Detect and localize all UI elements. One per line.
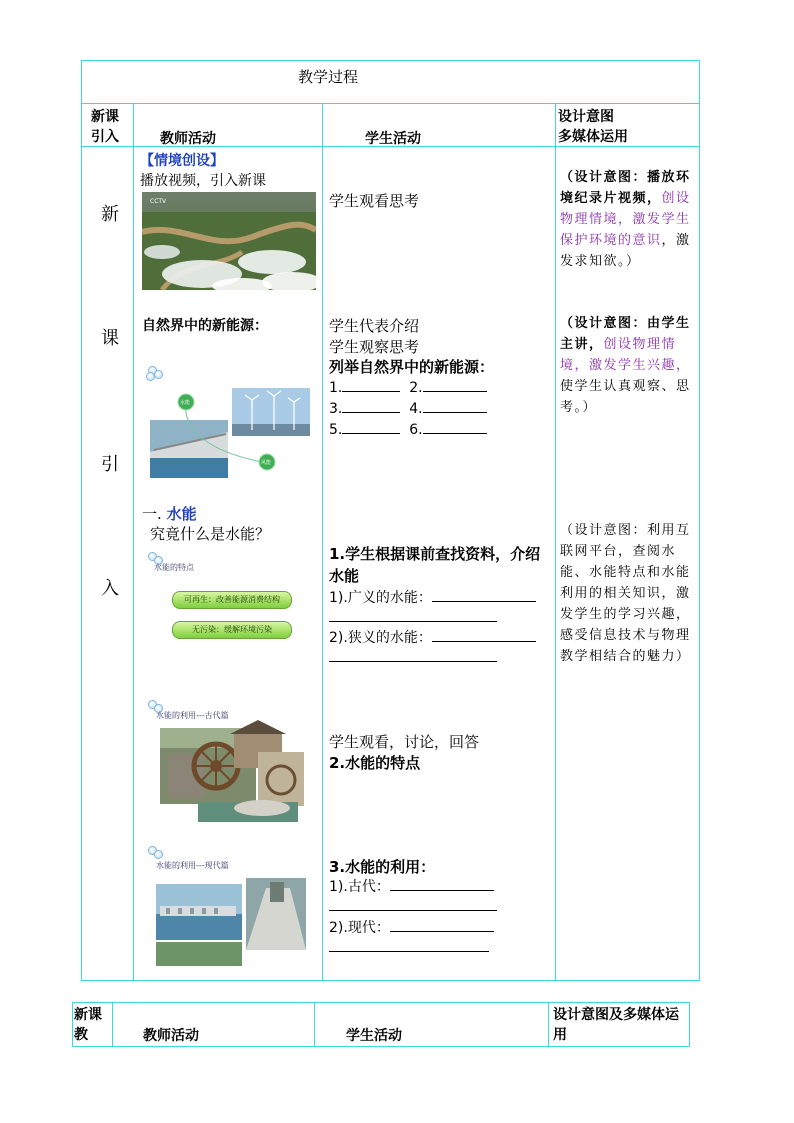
answer-blank[interactable] [423,400,487,413]
table-border [72,1002,690,1003]
table-border [322,103,323,980]
answer-blank[interactable] [390,919,494,932]
student-observe: 学生观看思考 [329,192,420,210]
slide-modern-use[interactable] [142,842,316,974]
header-design-intent-2: 设计意图及多媒体运用 [553,1007,679,1043]
answer-blank[interactable] [342,379,400,392]
side-label-char: 课 [101,328,119,349]
new-energy-heading: 自然界中的新能源： [142,318,268,334]
energy-diagram [142,362,316,494]
table-border [699,60,700,980]
table-border [81,103,700,104]
side-label-char: 新 [101,204,119,225]
header-new-lesson-2 [74,1005,102,1045]
question-text: 究竟什么是水能？ [150,525,271,543]
task2-heading: 2.水能的特点 [329,754,421,772]
answer-blank[interactable] [329,898,497,911]
waterwheel-image [142,696,316,828]
table-border [112,1002,113,1046]
section-hydropower [142,503,197,524]
list-row [329,399,487,420]
task1-heading: 1.学生根据课前查找资料，介绍水能 [329,545,541,585]
list-item-number: 1. [329,380,343,396]
slide-title: 水能的利用---现代篇 [156,861,229,870]
play-video-text: 播放视频，引入新课 [140,173,266,189]
table-border [689,1002,690,1046]
video-thumbnail[interactable] [142,192,316,290]
list-row [329,378,487,399]
answer-blank[interactable] [329,649,497,662]
side-label-char: 引 [101,454,119,475]
list-item-number: 6. [409,422,423,438]
feature-pill: 可再生：改善能源消费结构 [172,591,292,609]
slide-new-energy[interactable] [142,362,316,494]
node-label: 水能 [180,400,191,406]
list-item-number: 4. [409,401,423,417]
table-border [81,60,82,980]
design-note-highlight: 创设物理情境，激发学生兴趣， [560,337,691,373]
answer-blank[interactable] [423,379,487,392]
answer-blank[interactable] [423,421,487,434]
slide-title: 水能的利用---古代篇 [156,711,229,720]
design-note-2 [560,313,695,418]
side-label-char: 入 [101,578,119,599]
answer-blank[interactable] [342,421,400,434]
narrow-hydropower [329,628,536,668]
slide-ancient-use[interactable] [142,696,316,828]
student-observe-2: 学生观察思考 [329,338,420,356]
header-design-intent [558,107,628,147]
slide-title: 水能的特点 [154,563,194,572]
answer-blank[interactable] [390,878,494,891]
slide-hydropower-features[interactable] [142,548,316,680]
modern-label: 2).现代： [329,920,390,936]
list-row [329,420,487,441]
design-note-3: （设计意图：利用互联网平台，查阅水能、水能特点和水能利用的相关知识，激发学生的学习兴趣，感受信息技术与物理教学相结合的魅力） [560,523,691,664]
header-text: 设计意图 [558,109,614,125]
table-border [72,1002,73,1046]
table-border [72,1046,690,1047]
list-item-number: 2. [409,380,423,396]
design-note-1 [560,167,695,272]
table-border [314,1002,315,1046]
design-note-text: 使学生认真观察、思考。） [560,379,691,415]
answer-blank[interactable] [432,629,536,642]
broad-hydropower [329,588,536,628]
answer-blank[interactable] [432,589,536,602]
header-text: 教 [74,1027,88,1043]
design-note-text: （设计意图：由学生主讲， [560,316,691,352]
list-item-number: 3. [329,401,343,417]
header-text: 引入 [91,129,119,145]
table-border [133,103,134,980]
broad-label: 1).广义的水能： [329,590,432,606]
header-new-lesson [91,107,119,147]
task3-heading: 3.水能的利用： [329,858,436,876]
river-landscape-image [142,192,316,290]
section-number: 一. [142,505,162,523]
student-discuss: 学生观看，讨论，回答 [329,733,480,751]
narrow-label: 2).狭义的水能： [329,630,432,646]
header-student-activity: 学生活动 [365,131,421,147]
section-title: 水能 [166,505,197,523]
modern-use [329,918,494,958]
modern-dam-image [142,842,316,974]
ancient-label: 1).古代： [329,879,390,895]
header-student-activity-2: 学生活动 [346,1028,402,1044]
student-rep-intro: 学生代表介绍 [329,317,420,335]
header-teacher-activity: 教师活动 [160,131,216,147]
list-item-number: 5. [329,422,343,438]
table-title: 教学过程 [298,68,359,86]
node-label: 风能 [261,460,272,466]
answer-blank[interactable] [342,400,400,413]
cctv-logo: CCTV [150,198,167,205]
list-heading: 列举自然界中的新能源： [329,358,495,376]
design-note-highlight: 创设物理情境，激发学生保护环境的意识 [560,191,691,248]
header-text: 多媒体运用 [558,129,628,145]
table-border [555,103,556,980]
ancient-use [329,877,497,917]
feature-pill: 无污染：缓解环境污染 [172,621,292,639]
table-border [81,60,700,61]
answer-blank[interactable] [329,939,489,952]
answer-blank[interactable] [329,609,497,622]
table-border [81,980,700,981]
table-border [548,1002,549,1046]
header-text: 新课 [91,109,119,125]
energy-list [329,378,487,441]
design-note-text: ，激发求知欲。） [560,233,691,269]
design-note-text: （设计意图：播放环境纪录片视频， [560,170,691,206]
header-text: 新课 [74,1007,102,1023]
header-teacher-activity-2: 教师活动 [143,1028,199,1044]
scene-tag: 【情境创设】 [140,153,224,169]
